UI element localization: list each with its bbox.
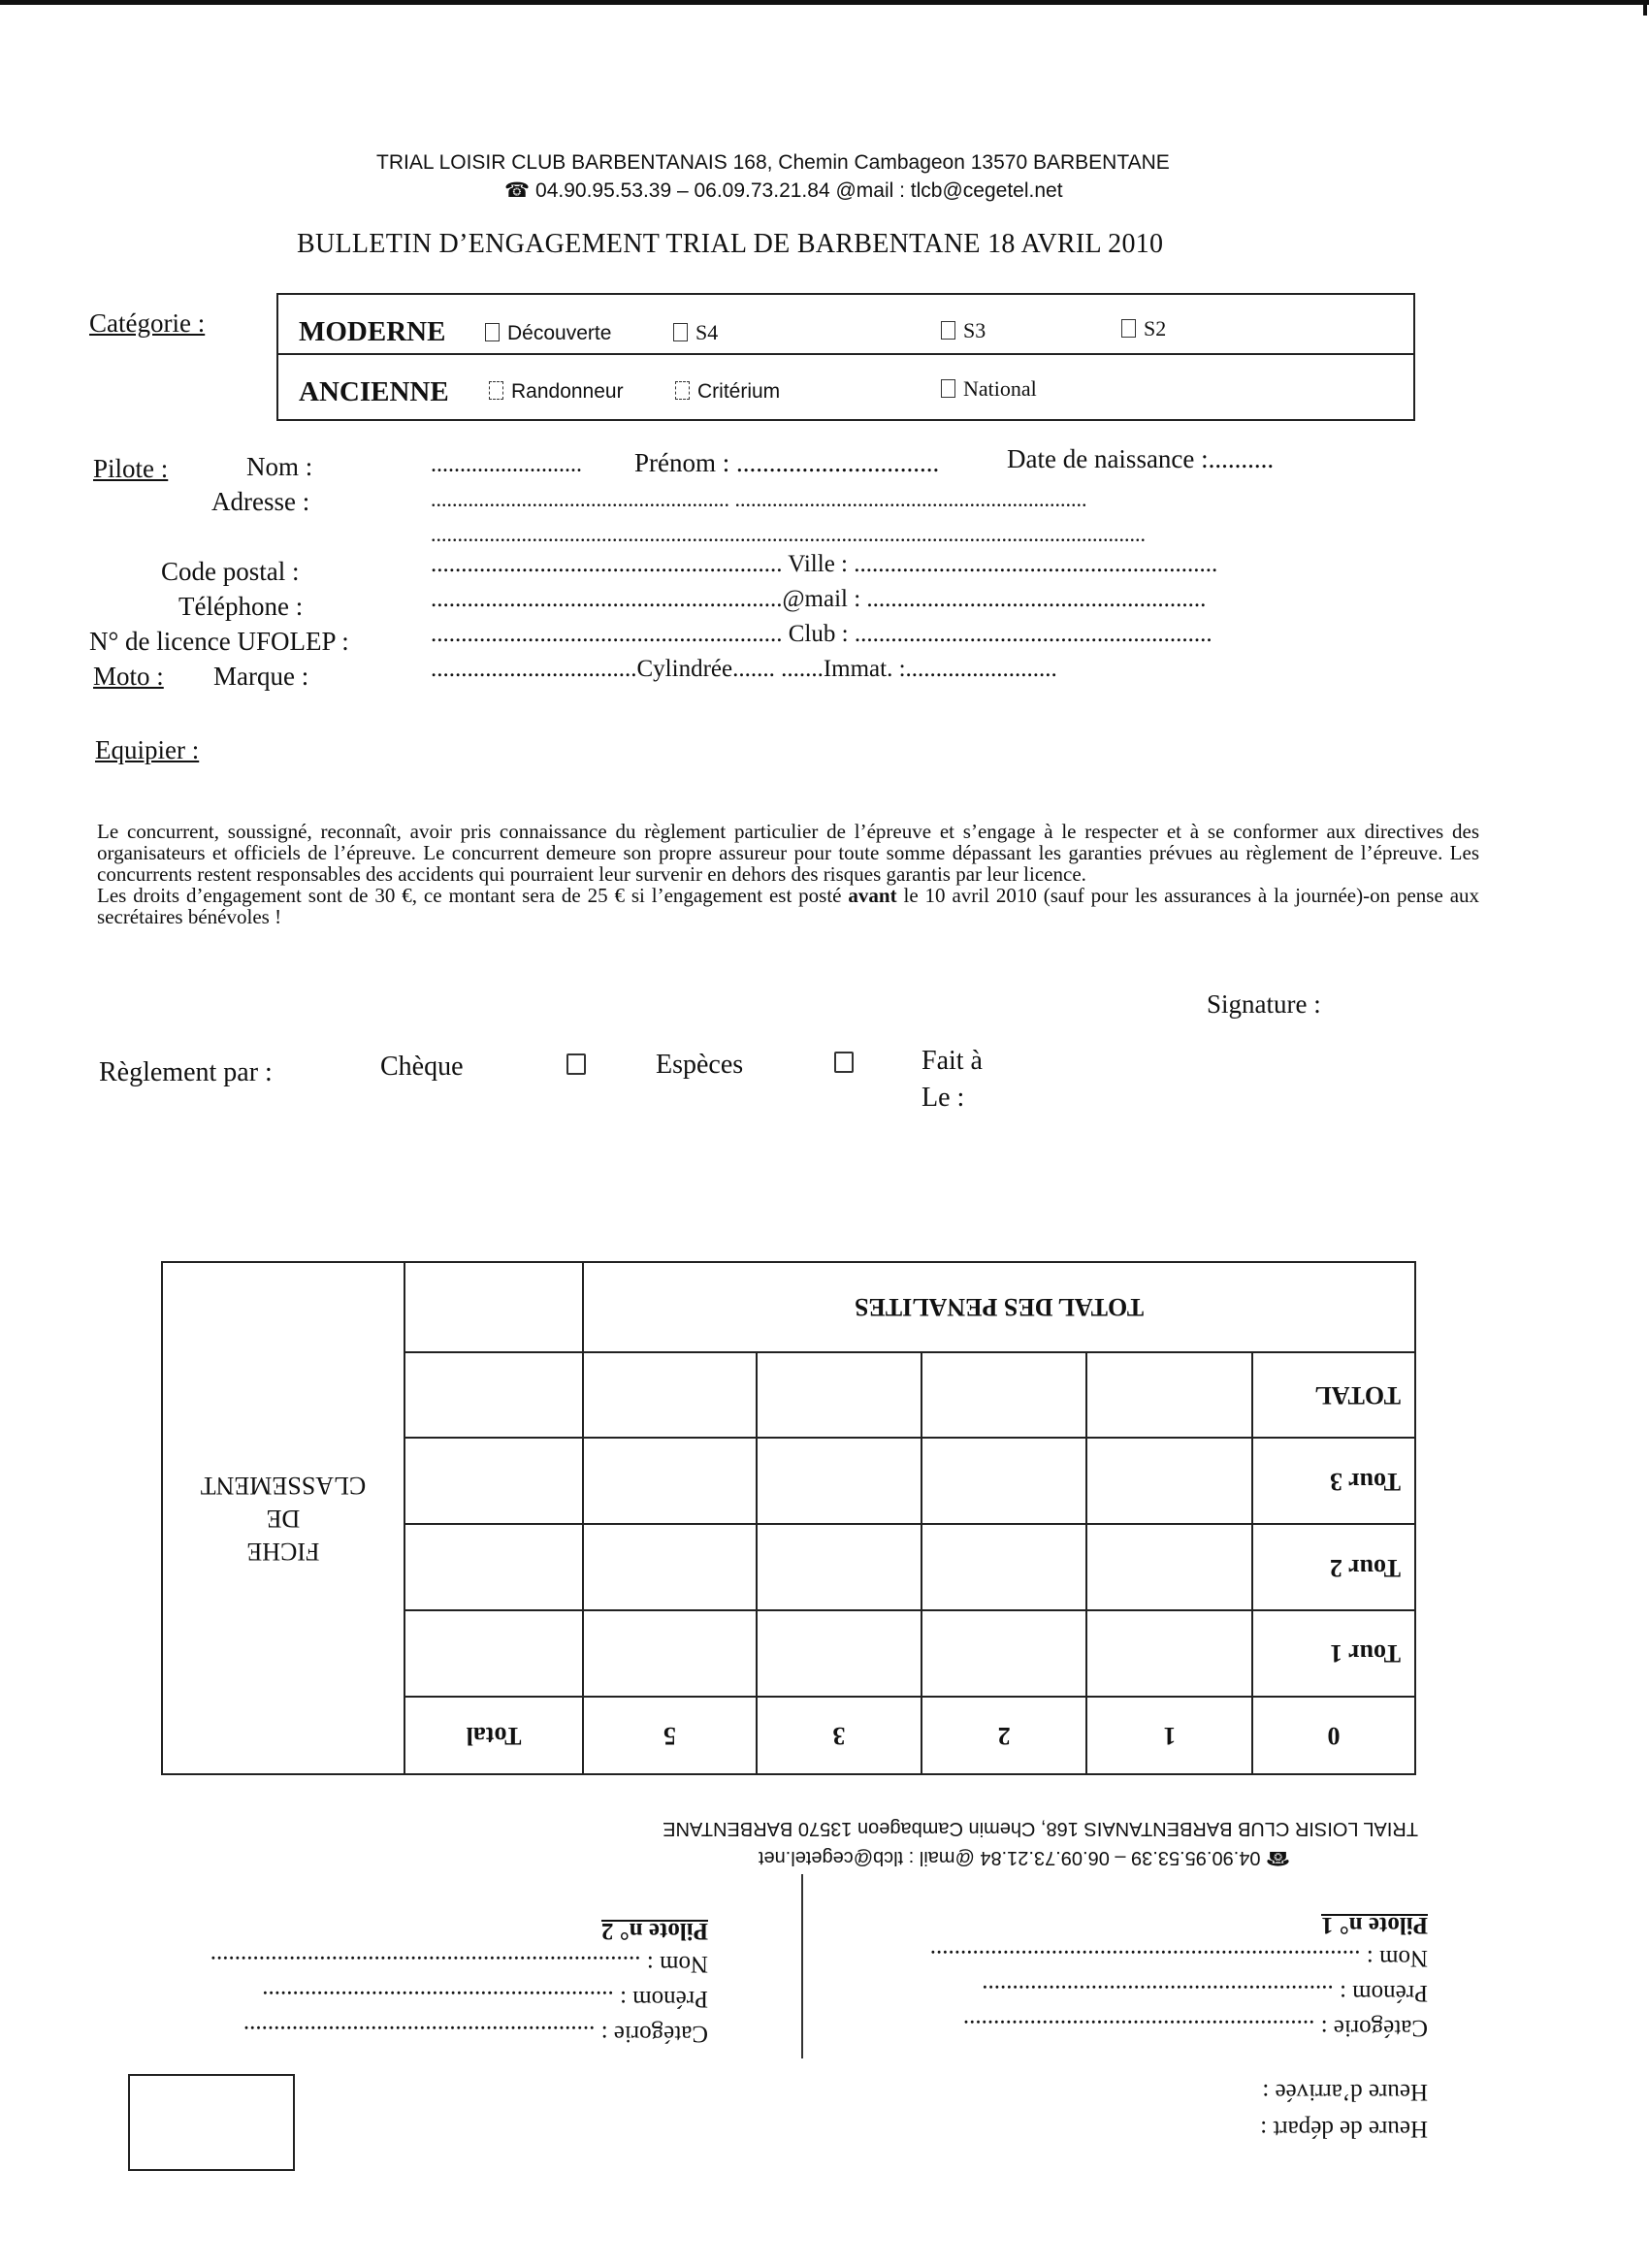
pilote1-categorie: Catégorie : ..........................................................	[962, 2015, 1428, 2041]
score-cell[interactable]	[583, 1610, 756, 1697]
score-cell[interactable]	[1086, 1524, 1251, 1610]
pilote1-nom: Nom : .......................................................................	[929, 1945, 1428, 1971]
especes-label: Espèces	[656, 1050, 744, 1080]
phone-icon: ☎	[504, 179, 531, 202]
footer-club: TRIAL LOISIR CLUB BARBENTANAIS 168, Chemin Cambageon 13570 BARBENTANE	[663, 1818, 1418, 1839]
score-header-5: 5	[583, 1697, 756, 1774]
code-postal-ville-field[interactable]: .......................................................... Ville : ............................................................	[431, 551, 1218, 577]
club-address: TRIAL LOISIR CLUB BARBENTANAIS 168, Chemin Cambageon 13570 BARBENTANE	[376, 151, 1170, 174]
adresse-label: Adresse :	[211, 487, 310, 516]
reglement-text-2: Les droits d’engagement sont de 30 €, ce montant sera de 25 € si l’engagement est posté avant le 10 avril 2010 (sauf pour les assurances à la journée)-on pense aux secrétaires bénévoles !	[97, 884, 1480, 928]
fiche-classement	[161, 1261, 1416, 1775]
especes-checkbox[interactable]	[834, 1052, 854, 1073]
score-cell[interactable]	[404, 1352, 583, 1439]
moderne-label: MODERNE	[299, 316, 446, 347]
score-cell[interactable]	[404, 1610, 583, 1697]
cheque-checkbox[interactable]	[566, 1053, 586, 1075]
score-cell[interactable]	[922, 1439, 1086, 1525]
checkbox-icon[interactable]	[489, 381, 503, 400]
fiche-title-cell	[162, 1262, 404, 1774]
score-cell[interactable]	[922, 1524, 1086, 1610]
score-cell[interactable]	[922, 1352, 1086, 1439]
categorie-label: Catégorie :	[89, 308, 206, 338]
score-cell[interactable]	[1086, 1439, 1251, 1525]
checkbox-icon[interactable]	[675, 381, 690, 400]
equipier-label: Equipier :	[95, 735, 200, 764]
option-national[interactable]: National	[941, 376, 1037, 402]
moto-label: Moto :	[93, 662, 164, 691]
score-header-2: 2	[922, 1697, 1086, 1774]
cheque-label: Chèque	[380, 1052, 464, 1082]
marque-label: Marque :	[213, 662, 309, 691]
licence-club-field[interactable]: .......................................................... Club : ...........................................................	[431, 621, 1212, 647]
option-s3[interactable]: S3	[941, 318, 986, 343]
document-title: BULLETIN D’ENGAGEMENT TRIAL DE BARBENTANE 18 AVRIL 2010	[297, 229, 1164, 259]
footer-contact: ☎ 04.90.95.53.39 – 06.09.73.21.84 @mail : tlcb@cegetel.net	[758, 1847, 1290, 1868]
score-cell[interactable]	[757, 1524, 922, 1610]
marque-field[interactable]: ..................................Cylindrée....... .......Immat. :.........................	[431, 656, 1057, 682]
score-header-1: 1	[1086, 1697, 1251, 1774]
contact-text: 04.90.95.53.39 – 06.09.73.21.84 @mail : tlcb@cegetel.net	[535, 179, 1063, 202]
option-s2[interactable]: S2	[1121, 316, 1166, 341]
stamp-box[interactable]	[128, 2074, 295, 2171]
pilote2-label: Pilote n° 2	[601, 1918, 708, 1944]
score-cell[interactable]	[404, 1439, 583, 1525]
blank-cell	[404, 1262, 583, 1352]
payment-label: Règlement par :	[99, 1057, 273, 1087]
fiche-title-1: FICHE	[246, 1538, 320, 1566]
fiche-title-2: DE	[266, 1505, 301, 1533]
reglement-text-1: Le concurrent, soussigné, reconnaît, avoir pris connaissance du règlement particulier de l’épreuve et s’engage à le respecter et à se conformer aux directives des organisateurs et officiels de l’épreuve. Le concurrent demeure son propre assureur pour toute somme dépassant les garanties prévues au règlement de l’épreuve. Les concurrents restent responsables des accidents qui pourraient leur survenir en dehors des risques garantis par leur licence.	[97, 820, 1479, 886]
phone-icon: ☎	[1266, 1847, 1290, 1868]
pilote-label: Pilote :	[93, 454, 169, 483]
club-contact	[504, 178, 1063, 203]
telephone-mail-field[interactable]: ..........................................................@mail : ........................................................	[431, 586, 1207, 612]
score-cell[interactable]	[583, 1439, 756, 1525]
fiche-lower	[128, 1795, 1428, 2163]
score-cell[interactable]	[404, 1524, 583, 1610]
option-decouverte[interactable]: Découverte	[485, 322, 611, 345]
pilote-divider	[801, 1874, 803, 2058]
row-label-tour2: Tour 2	[1252, 1524, 1415, 1610]
score-cell[interactable]	[757, 1352, 922, 1439]
score-header-0: 0	[1252, 1697, 1415, 1774]
penalty-table	[161, 1261, 1416, 1775]
telephone-label: Téléphone :	[178, 592, 304, 621]
licence-label: N° de licence UFOLEP :	[89, 627, 349, 656]
nom-label: Nom :	[246, 452, 313, 481]
reglement-paragraph	[97, 821, 1479, 927]
pilote1-label: Pilote n° 1	[1321, 1912, 1428, 1938]
score-cell[interactable]	[757, 1610, 922, 1697]
checkbox-icon[interactable]	[485, 323, 500, 341]
checkbox-icon[interactable]	[1121, 319, 1136, 338]
score-cell[interactable]	[1086, 1610, 1251, 1697]
option-s4[interactable]: S4	[673, 320, 718, 345]
score-cell[interactable]	[583, 1524, 756, 1610]
option-criterium[interactable]: Critérium	[675, 380, 780, 404]
scan-top-edge	[0, 0, 1649, 5]
row-label-total: TOTAL	[1252, 1352, 1415, 1439]
naissance-field[interactable]: Date de naissance :..........	[1007, 444, 1275, 473]
pilote2-categorie: Catégorie : ..........................................................	[242, 2021, 708, 2047]
row-label-tour1: Tour 1	[1252, 1610, 1415, 1697]
score-cell[interactable]	[1086, 1352, 1251, 1439]
adresse-line-2[interactable]: ......................................................................................................................................	[431, 522, 1146, 546]
penalties-header: TOTAL DES PENALITES	[583, 1262, 1415, 1352]
pilote2-prenom: Prénom : ..........................................................	[262, 1986, 708, 2012]
row-label-tour3: Tour 3	[1252, 1439, 1415, 1525]
code-postal-label: Code postal :	[161, 557, 300, 586]
score-cell[interactable]	[922, 1610, 1086, 1697]
score-cell[interactable]	[757, 1439, 922, 1525]
fiche-title-3: CLASSEMENT	[200, 1472, 367, 1500]
checkbox-icon[interactable]	[673, 323, 688, 341]
checkbox-icon[interactable]	[941, 379, 955, 398]
adresse-line-1[interactable]: ........................................................ ..................................................................	[431, 487, 1087, 511]
fait-a-label: Fait à	[922, 1046, 983, 1076]
score-header-total: Total	[404, 1697, 583, 1774]
le-label: Le :	[922, 1083, 965, 1113]
nom-field[interactable]: ..........................	[431, 452, 582, 477]
heure-arrivee: Heure d’arrivée :	[1262, 2079, 1428, 2105]
score-cell[interactable]	[583, 1352, 756, 1439]
score-header-3: 3	[757, 1697, 922, 1774]
checkbox-icon[interactable]	[941, 321, 955, 340]
prenom-field[interactable]: Prénom : ...............................	[634, 448, 940, 477]
pilote1-prenom: Prénom : ..........................................................	[982, 1980, 1428, 2006]
heure-depart: Heure de départ :	[1260, 2116, 1428, 2142]
scan-right-edge	[1643, 0, 1647, 16]
signature-label: Signature :	[1207, 989, 1321, 1019]
ancienne-label: ANCIENNE	[299, 376, 449, 407]
pilote2-nom: Nom : .......................................................................	[210, 1951, 708, 1977]
option-randonneur[interactable]: Randonneur	[489, 380, 624, 404]
